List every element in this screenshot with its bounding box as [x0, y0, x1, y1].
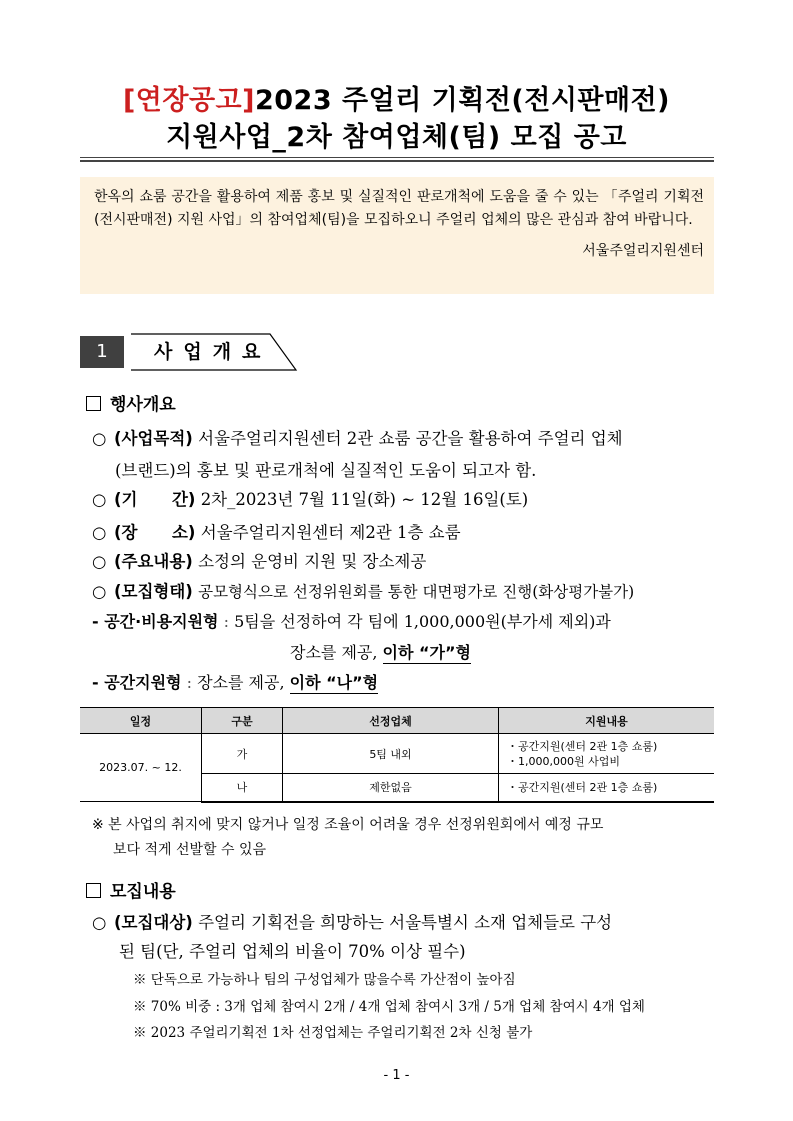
type-a-text-2: 장소를 제공,	[290, 643, 378, 662]
table-row	[80, 734, 714, 774]
period-item: ○ (기 간) 2차_2023년 7월 11일(화) ~ 12월 16일(토)	[92, 490, 529, 509]
intro-box	[80, 177, 714, 294]
table-header: 지원내용	[499, 708, 715, 734]
type-a-text-1: 5팀을 선정하여 각 팀에 1,000,000원(부가세 제외)과	[234, 612, 611, 631]
support-cell	[499, 774, 715, 802]
type-a-tag: 이하 “가”형	[382, 643, 471, 662]
form-label: (모집형태)	[114, 582, 193, 601]
type-a-label: - 공간·비용지원형	[92, 612, 219, 631]
document-title	[0, 82, 793, 156]
title-line-1-text: 2023 주얼리 기획전(전시판매전)	[254, 85, 671, 116]
overview-heading	[86, 390, 176, 415]
table-header: 선정업체	[283, 708, 499, 734]
period-label: (기 간)	[114, 490, 196, 509]
type-a-item: - 공간·비용지원형 : 5팀을 선정하여 각 팀에 1,000,000원(부가세 제외)과	[92, 612, 611, 631]
recruit-note: ※ 단독으로 가능하나 팀의 구성업체가 많을수록 가산점이 높아짐	[133, 972, 516, 988]
type-b-item: - 공간지원형 : 장소를 제공, 이하 “나”형	[92, 673, 379, 692]
recruit-heading	[86, 877, 176, 902]
type-b-label: - 공간지원형	[92, 673, 182, 692]
table-header: 일정	[80, 708, 202, 734]
place-text: 서울주얼리지원센터 제2관 1층 쇼룸	[200, 523, 461, 542]
overview-heading-text: 행사개요	[110, 395, 176, 415]
place-item: ○ (장 소) 서울주얼리지원센터 제2관 1층 쇼룸	[92, 523, 461, 542]
type-cell: 가	[202, 734, 283, 774]
table-header-row	[80, 708, 714, 734]
type-b-text: 장소를 제공,	[197, 673, 285, 692]
title-rule-bottom	[80, 160, 714, 162]
place-label: (장 소)	[114, 523, 196, 542]
type-b-tag: 이하 “나”형	[289, 673, 379, 692]
extension-tag: [연장공고]	[122, 85, 255, 116]
form-text: 공모형식으로 선정위원회를 통한 대면평가로 진행(화상평가불가)	[198, 583, 635, 601]
purpose-text-2: (브랜드)의 홍보 및 판로개척에 실질적인 도움이 되고자 함.	[115, 461, 537, 480]
notice-line-1: ※ 본 사업의 취지에 맞지 않거나 일정 조율이 어려울 경우 선정위원회에서 예정 규모	[92, 817, 604, 833]
notice-line-2: 보다 적게 선발할 수 있음	[113, 842, 267, 858]
intro-text: 한옥의 쇼룸 공간을 활용하여 제품 홍보 및 실질적인 판로개척에 도움을 줄 수 있는 「주얼리 기획전(전시판매전) 지원 사업」의 참여업체(팀)을 모집하오니 주얼리 업체의 많은 관심과 참여 바랍니다.	[94, 189, 704, 228]
title-line-2: 지원사업_2차 참여업체(팀) 모집 공고	[166, 122, 627, 153]
target-text-1: 주얼리 기획전을 희망하는 서울특별시 소재 업체들로 구성	[198, 913, 613, 932]
section-title: 사업개요	[154, 341, 272, 363]
recruit-heading-text: 모집내용	[110, 882, 176, 902]
support-line: ・1,000,000원 사업비	[507, 754, 620, 768]
purpose-label: (사업목적)	[114, 429, 193, 448]
period-text: 2차_2023년 7월 11일(화) ~ 12월 16일(토)	[200, 490, 529, 509]
content-text: 소정의 운영비 지원 및 장소제공	[198, 552, 427, 571]
content-item: ○ (주요내용) 소정의 운영비 지원 및 장소제공	[92, 552, 427, 571]
teams-cell: 5팀 내외	[283, 734, 499, 774]
checkbox-icon	[86, 396, 101, 411]
purpose-item: ○ (사업목적) 서울주얼리지원센터 2관 쇼룸 공간을 활용하여 주얼리 업체	[92, 429, 623, 448]
table-header: 구분	[202, 708, 283, 734]
form-item: ○ (모집형태) 공모형식으로 선정위원회를 통한 대면평가로 진행(화상평가불가)	[92, 582, 635, 601]
type-cell: 나	[202, 774, 283, 802]
intro-signature: 서울주얼리지원센터	[582, 243, 704, 259]
type-a-line-2	[290, 640, 471, 666]
recruit-note: ※ 70% 비중 : 3개 업체 참여시 2개 / 4개 업체 참여시 3개 / 5개 업체 참여시 4개 업체	[133, 999, 645, 1015]
target-text-2: 된 팀(단, 주얼리 업체의 비율이 70% 이상 필수)	[119, 942, 466, 961]
title-line-1	[0, 82, 793, 119]
target-label: (모집대상)	[114, 913, 193, 932]
content-label: (주요내용)	[114, 552, 193, 571]
target-item: ○ (모집대상) 주얼리 기획전을 희망하는 서울특별시 소재 업체들로 구성	[92, 913, 613, 932]
teams-cell: 제한없음	[283, 774, 499, 802]
selection-table	[80, 707, 714, 803]
support-line: ・공간지원(센터 2관 1층 쇼룸)	[507, 739, 658, 753]
recruit-note: ※ 2023 주얼리기획전 1차 선정업체는 주얼리기획전 2차 신청 불가	[133, 1025, 533, 1041]
purpose-text-1: 서울주얼리지원센터 2관 쇼룸 공간을 활용하여 주얼리 업체	[198, 429, 623, 448]
support-cell	[499, 734, 715, 774]
page-number: - 1 -	[383, 1068, 410, 1083]
checkbox-icon	[86, 883, 101, 898]
section-number: 1	[80, 336, 124, 368]
support-line: ・공간지원(센터 2관 1층 쇼룸)	[507, 780, 658, 794]
title-rule-top	[80, 157, 714, 158]
schedule-cell: 2023.07. ~ 12.	[80, 734, 202, 802]
